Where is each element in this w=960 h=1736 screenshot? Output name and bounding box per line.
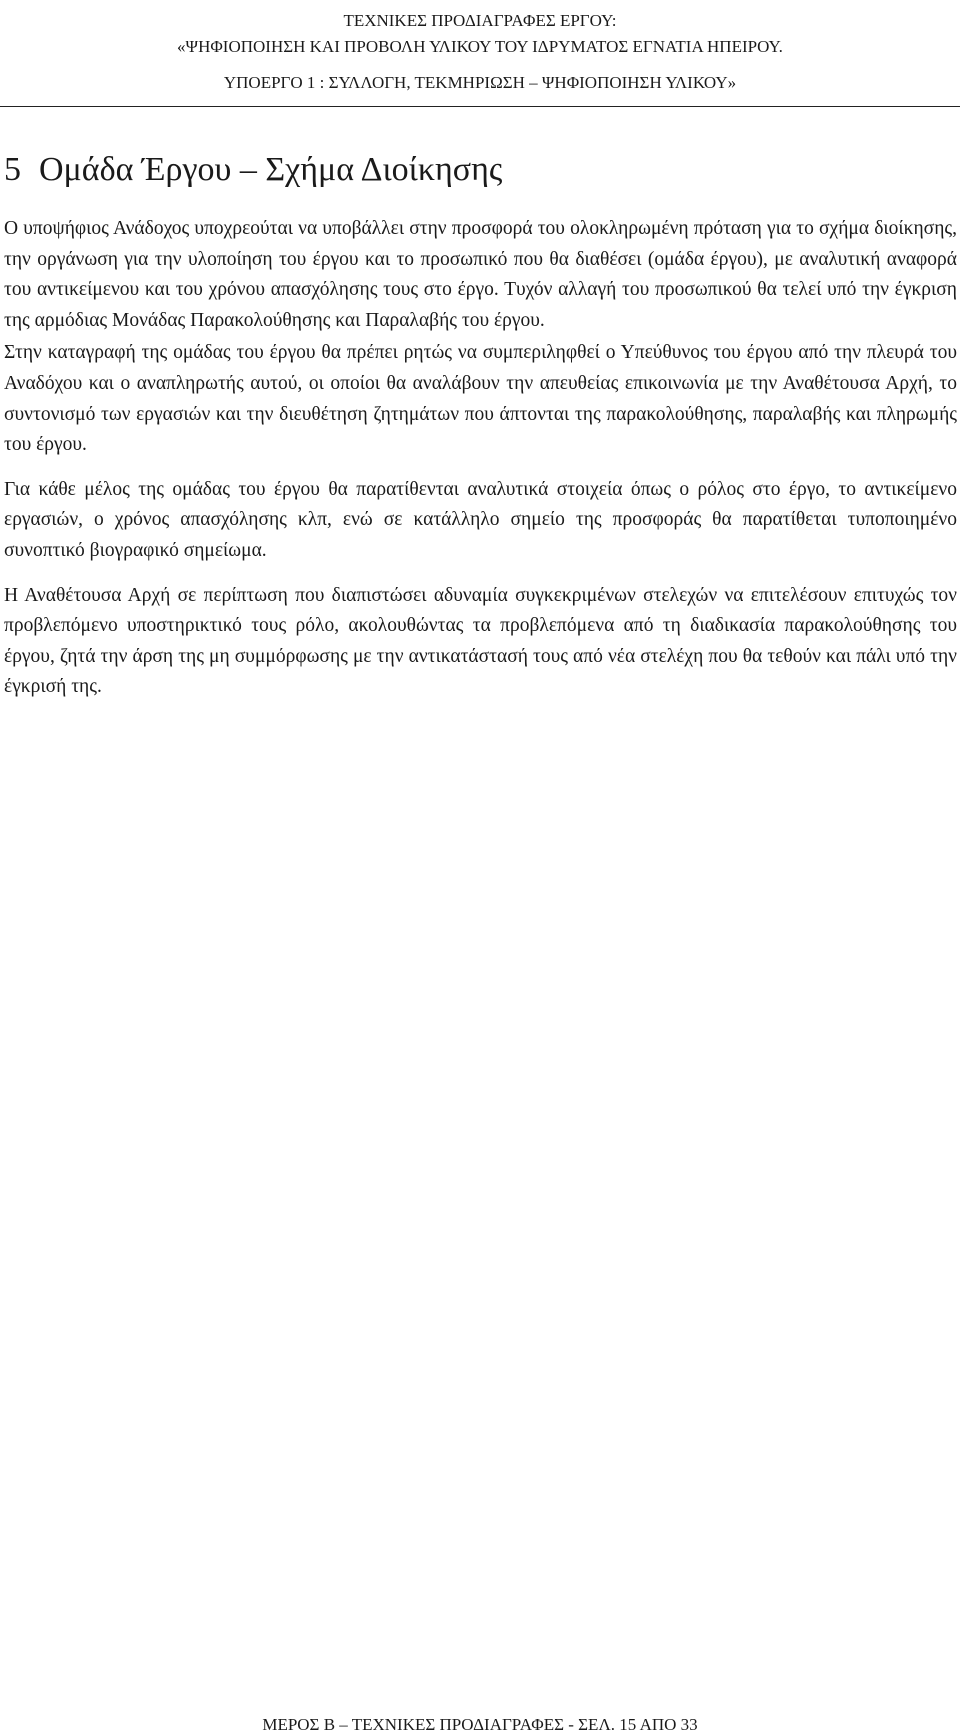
paragraph-project-lead: Στην καταγραφή της ομάδας του έργου θα πρέπει ρητώς να συμπεριληφθεί ο Υπεύθυνος του έργου από την πλευρά του Αναδόχου και ο αναπληρωτής αυτού, οι οποίοι θα αναλάβουν την απευθείας επικοινωνία με την Αναθέτουσα Αρχή, το συντονισμό των εργασιών και την διευθέτηση ζητημάτων που άπτονται της παρακολούθησης, παραλαβής και πληρωμής του έργου. (4, 342, 957, 456)
section-body (4, 214, 957, 703)
paragraph-member-details: Για κάθε μέλος της ομάδας του έργου θα παρατίθενται αναλυτικά στοιχεία όπως ο ρόλος στο έργο, το αντικείμενο εργασιών, ο χρόνος απασχόλησης κλπ, ενώ σε κατάλληλο σημείο της προσφοράς θα παρατίθεται τυποποιημένο συνοπτικό βιογραφικό σημείωμα. (4, 478, 957, 561)
header-doc-type: ΤΕΧΝΙΚΕΣ ΠΡΟΔΙΑΓΡΑΦΕΣ ΕΡΓΟΥ: (343, 11, 617, 30)
section-title: Ομάδα Έργου – Σχήμα Διοίκησης (39, 151, 503, 188)
header-divider (0, 106, 960, 107)
paragraph-proposal: Ο υποψήφιος Ανάδοχος υποχρεούται να υποβάλλει στην προσφορά του ολοκληρωμένη πρόταση για το σχήμα διοίκησης, την οργάνωση για την υλοποίηση του έργου και το προσωπικό που θα διαθέσει (ομάδα έργου), με αναλυτική αναφορά του αντικείμενου και του χρόνου απασχόλησης τους στο έργο. Τυχόν αλλαγή του προσωπικού θα τελεί υπό την έγκριση της αρμόδιας Μονάδας Παρακολούθησης και Παραλαβής του έργου. (4, 218, 957, 331)
page-header (0, 8, 960, 96)
section-heading (4, 148, 502, 192)
section-number: 5 (4, 151, 21, 188)
paragraph-replacement: Η Αναθέτουσα Αρχή σε περίπτωση που διαπιστώσει αδυναμία συγκεκριμένων στελεχών να επιτελέσουν επιτυχώς τον προβλεπόμενο υποστηρικτικό τους ρόλο, ακολουθώντας τα προβλεπόμενα από τη διαδικασία παρακολούθησης του έργου, ζητά την άρση της μη συμμόρφωσης με την αντικατάστασή τους από νέα στελέχη που θα τεθούν και πάλι υπό την έγκρισή της. (4, 584, 957, 698)
header-subproject: ΥΠΟΕΡΓΟ 1 : ΣΥΛΛΟΓΗ, ΤΕΚΜΗΡΙΩΣΗ – ΨΗΦΙΟΠΟΙΗΣΗ ΥΛΙΚΟΥ» (223, 73, 737, 92)
header-project-title: «ΨΗΦΙΟΠΟΙΗΣΗ ΚΑΙ ΠΡΟΒΟΛΗ ΥΛΙΚΟΥ ΤΟΥ ΙΔΡΥΜΑΤΟΣ ΕΓΝΑΤΙΑ ΗΠΕΙΡΟΥ. (177, 37, 783, 56)
page-footer: ΜΕΡΟΣ Β – ΤΕΧΝΙΚΕΣ ΠΡΟΔΙΑΓΡΑΦΕΣ - ΣΕΛ. 15 ΑΠΟ 33 (262, 1715, 698, 1734)
